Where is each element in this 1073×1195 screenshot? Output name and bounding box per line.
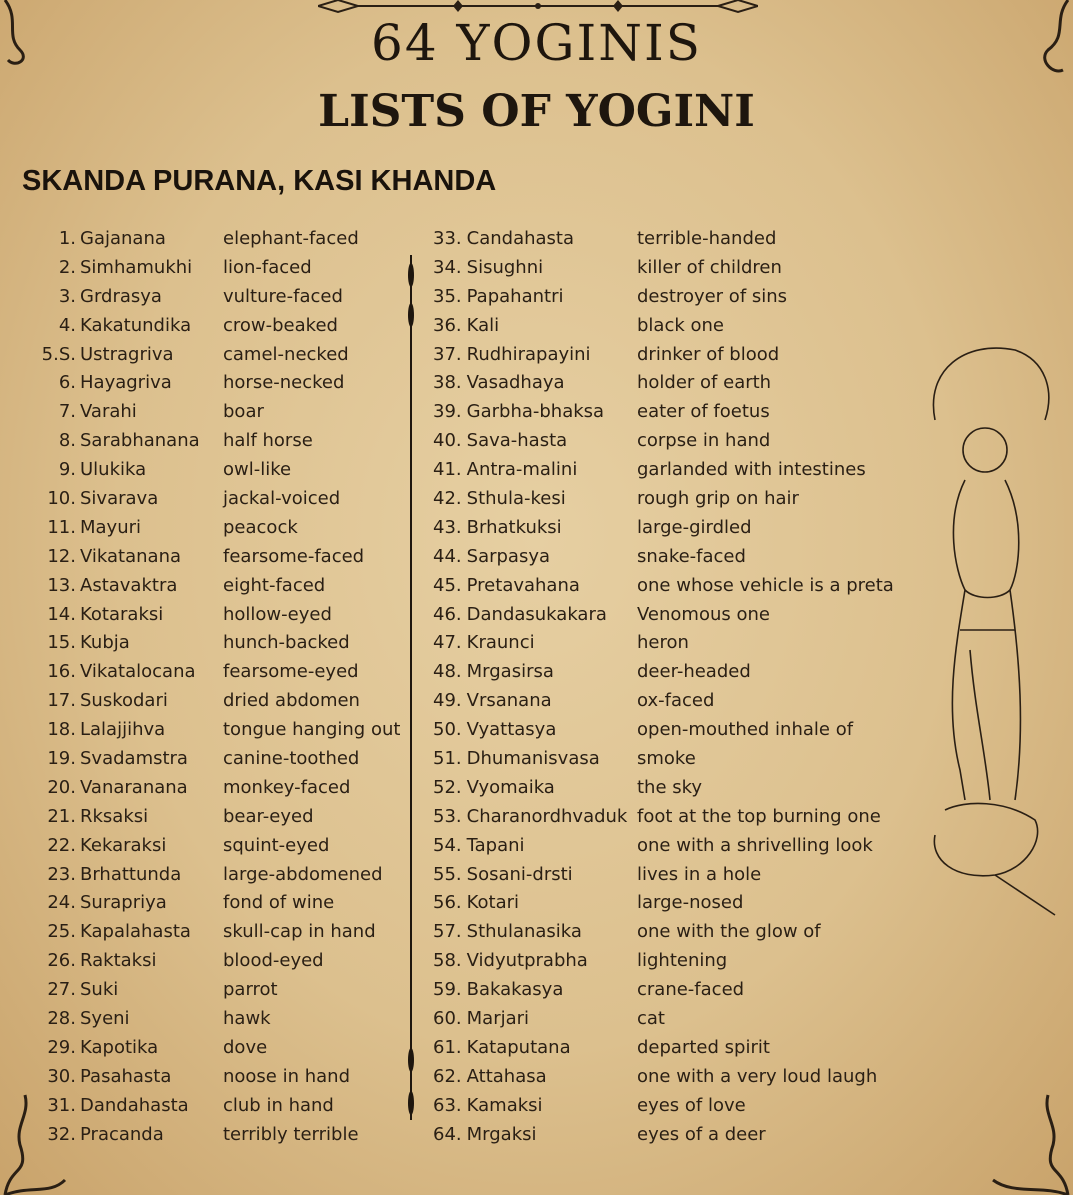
yogini-row: [0, 802, 400, 831]
yogini-row: [0, 628, 400, 657]
yogini-row: [433, 397, 894, 426]
yogini-label: [433, 690, 637, 711]
yogini-description: snake-faced: [637, 545, 746, 567]
yogini-label: [433, 517, 637, 538]
yogini-label: [433, 1095, 637, 1116]
page-subtitle: LISTS OF YOGINI: [318, 86, 755, 137]
yogini-description: large-abdomened: [223, 863, 383, 885]
yogini-row: [433, 715, 894, 744]
yogini-name: Kotari: [466, 892, 520, 914]
yogini-description: large-nosed: [637, 892, 744, 914]
yogini-name: Charanordhvaduk: [466, 805, 628, 827]
yogini-description: ox-faced: [637, 690, 715, 712]
yogini-row: [0, 282, 400, 311]
yogini-number: 47.: [433, 632, 462, 654]
source-heading: SKANDA PURANA, KASI KHANDA: [22, 165, 497, 197]
yogini-row: [433, 513, 894, 542]
yogini-description: black one: [637, 314, 724, 336]
yogini-description: one with a very loud laugh: [637, 1065, 878, 1087]
yogini-number: 41.: [433, 459, 462, 481]
yogini-name: Kubja: [80, 632, 130, 654]
yogini-number: 32.: [47, 1123, 76, 1145]
yogini-number: 60.: [433, 1007, 462, 1029]
yogini-label: [433, 604, 637, 625]
yogini-row: [0, 831, 400, 860]
yogini-row: [0, 311, 400, 340]
yogini-number: 19.: [47, 747, 76, 769]
yogini-name: Kali: [466, 314, 500, 336]
yogini-number: 52.: [433, 776, 462, 798]
yogini-name: Vanaranana: [80, 776, 188, 798]
yogini-name: Brhatkuksi: [466, 516, 562, 538]
yogini-name: Brhattunda: [80, 863, 182, 885]
yogini-name: Garbha-bhaksa: [466, 401, 605, 423]
yogini-name: Mrgaksi: [466, 1123, 537, 1145]
yogini-row: [0, 1004, 400, 1033]
yogini-number: 58.: [433, 950, 462, 972]
yogini-name: Suskodari: [80, 690, 168, 712]
yogini-description: blood-eyed: [223, 950, 324, 972]
yogini-label: [433, 546, 637, 567]
yogini-list-right: [433, 224, 894, 1149]
yogini-description: club in hand: [223, 1094, 334, 1116]
yogini-label: [433, 748, 637, 769]
yogini-row: [0, 946, 400, 975]
yogini-description: peacock: [223, 516, 298, 538]
yogini-name: Tapani: [466, 834, 525, 856]
yogini-label: [433, 661, 637, 682]
yogini-number: 38.: [433, 372, 462, 394]
yogini-row: [433, 686, 894, 715]
yogini-number: 26.: [47, 950, 76, 972]
yogini-number: 45.: [433, 574, 462, 596]
yogini-figure-illustration: [905, 330, 1065, 930]
yogini-description: departed spirit: [637, 1036, 770, 1058]
yogini-row: [433, 657, 894, 686]
yogini-row: [0, 368, 400, 397]
yogini-name: Vikatalocana: [80, 661, 196, 683]
yogini-name: Mrgasirsa: [466, 661, 554, 683]
yogini-description: horse-necked: [223, 372, 345, 394]
yogini-row: [433, 542, 894, 571]
yogini-row: [0, 888, 400, 917]
yogini-number: 14.: [47, 603, 76, 625]
yogini-name: Suki: [80, 979, 119, 1001]
yogini-number: 3.: [58, 285, 76, 307]
yogini-description: noose in hand: [223, 1065, 351, 1087]
yogini-number: 9.: [58, 459, 76, 481]
yogini-number: 13.: [47, 574, 76, 596]
yogini-row: [0, 426, 400, 455]
yogini-number: 35.: [433, 285, 462, 307]
yogini-description: large-girdled: [637, 516, 752, 538]
yogini-description: half horse: [223, 430, 313, 452]
yogini-number: 5.S.: [41, 343, 76, 365]
yogini-number: 10.: [47, 487, 76, 509]
page-title: 64 YOGINIS: [371, 14, 702, 72]
yogini-description: hollow-eyed: [223, 603, 332, 625]
yogini-description: bear-eyed: [223, 805, 314, 827]
yogini-name: Ulukika: [80, 459, 147, 481]
yogini-name: Dandahasta: [80, 1094, 189, 1116]
yogini-number: 8.: [58, 430, 76, 452]
yogini-name: Sosani-drsti: [466, 863, 573, 885]
yogini-description: terrible-handed: [637, 227, 777, 249]
top-ornament-icon: [318, 0, 758, 14]
yogini-description: terribly terrible: [223, 1123, 359, 1145]
yogini-number: 61.: [433, 1036, 462, 1058]
yogini-description: elephant-faced: [223, 227, 359, 249]
yogini-name: Marjari: [466, 1007, 530, 1029]
yogini-name: Varahi: [80, 401, 137, 423]
yogini-label: [433, 892, 637, 913]
yogini-description: hunch-backed: [223, 632, 350, 654]
yogini-number: 51.: [433, 747, 462, 769]
yogini-number: 42.: [433, 487, 462, 509]
yogini-number: 37.: [433, 343, 462, 365]
yogini-label: [433, 921, 637, 942]
yogini-row: [0, 340, 400, 369]
yogini-row: [433, 744, 894, 773]
yogini-description: tongue hanging out: [223, 719, 401, 741]
yogini-name: Sarpasya: [466, 545, 551, 567]
yogini-description: owl-like: [223, 459, 292, 481]
yogini-name: Dhumanisvasa: [466, 747, 600, 769]
yogini-description: one with the glow of: [637, 921, 821, 943]
yogini-description: boar: [223, 401, 264, 423]
yogini-label: [433, 1037, 637, 1058]
yogini-number: 22.: [47, 834, 76, 856]
yogini-row: [433, 340, 894, 369]
yogini-description: one with a shrivelling look: [637, 834, 873, 856]
yogini-name: Syeni: [80, 1007, 130, 1029]
yogini-row: [433, 282, 894, 311]
yogini-description: fond of wine: [223, 892, 335, 914]
yogini-description: eight-faced: [223, 574, 326, 596]
yogini-number: 33.: [433, 227, 462, 249]
yogini-name: Kraunci: [466, 632, 535, 654]
yogini-row: [433, 917, 894, 946]
column-divider: [408, 255, 414, 1120]
yogini-number: 46.: [433, 603, 462, 625]
yogini-number: 64.: [433, 1123, 462, 1145]
yogini-name: Lalajjihva: [80, 719, 166, 741]
yogini-label: [433, 777, 637, 798]
yogini-name: Grdrasya: [80, 285, 162, 307]
yogini-description: holder of earth: [637, 372, 772, 394]
yogini-number: 34.: [433, 256, 462, 278]
yogini-row: [0, 744, 400, 773]
yogini-row: [433, 888, 894, 917]
yogini-row: [433, 571, 894, 600]
yogini-label: [433, 1008, 637, 1029]
yogini-description: Venomous one: [637, 603, 770, 625]
yogini-number: 44.: [433, 545, 462, 567]
yogini-name: Sthulanasika: [466, 921, 582, 943]
yogini-row: [433, 1120, 894, 1149]
yogini-row: [0, 542, 400, 571]
yogini-description: corpse in hand: [637, 430, 771, 452]
yogini-number: 62.: [433, 1065, 462, 1087]
yogini-number: 43.: [433, 516, 462, 538]
yogini-name: Vrsanana: [466, 690, 552, 712]
yogini-number: 25.: [47, 921, 76, 943]
yogini-description: hawk: [223, 1007, 271, 1029]
yogini-row: [433, 946, 894, 975]
yogini-number: 55.: [433, 863, 462, 885]
yogini-label: [433, 719, 637, 740]
yogini-row: [433, 455, 894, 484]
yogini-row: [433, 1062, 894, 1091]
yogini-label: [433, 950, 637, 971]
yogini-label: [433, 806, 637, 827]
yogini-name: Kapotika: [80, 1036, 159, 1058]
yogini-number: 59.: [433, 979, 462, 1001]
yogini-name: Gajanana: [80, 227, 166, 249]
yogini-description: drinker of blood: [637, 343, 780, 365]
yogini-row: [0, 571, 400, 600]
yogini-label: [433, 1066, 637, 1087]
yogini-description: camel-necked: [223, 343, 349, 365]
yogini-description: dove: [223, 1036, 268, 1058]
yogini-name: Pretavahana: [466, 574, 580, 596]
yogini-row: [433, 860, 894, 889]
yogini-row: [0, 253, 400, 282]
corner-ornament-icon: [983, 1085, 1073, 1195]
yogini-number: 15.: [47, 632, 76, 654]
yogini-description: lightening: [637, 950, 728, 972]
yogini-row: [0, 773, 400, 802]
yogini-name: Ustragriva: [80, 343, 174, 365]
yogini-description: canine-toothed: [223, 747, 360, 769]
yogini-number: 48.: [433, 661, 462, 683]
yogini-name: Astavaktra: [80, 574, 178, 596]
corner-ornament-icon: [1013, 0, 1073, 80]
yogini-row: [0, 917, 400, 946]
yogini-row: [0, 975, 400, 1004]
yogini-name: Dandasukakara: [466, 603, 607, 625]
yogini-name: Kakatundika: [80, 314, 192, 336]
corner-ornament-icon: [0, 0, 40, 70]
yogini-label: [433, 1124, 637, 1145]
yogini-name: Sava-hasta: [466, 430, 568, 452]
yogini-number: 18.: [47, 719, 76, 741]
yogini-name: Pasahasta: [80, 1065, 172, 1087]
yogini-name: Vyomaika: [466, 776, 555, 798]
yogini-description: garlanded with intestines: [637, 459, 866, 481]
yogini-number: 21.: [47, 805, 76, 827]
yogini-row: [0, 600, 400, 629]
corner-ornament-icon: [0, 1085, 70, 1195]
yogini-row: [433, 1004, 894, 1033]
yogini-number: 53.: [433, 805, 462, 827]
yogini-name: Sthula-kesi: [466, 487, 566, 509]
yogini-row: [433, 311, 894, 340]
yogini-row: [433, 600, 894, 629]
yogini-number: 4.: [58, 314, 76, 336]
yogini-name: Kapalahasta: [80, 921, 191, 943]
yogini-description: one whose vehicle is a preta: [637, 574, 894, 596]
yogini-number: 28.: [47, 1007, 76, 1029]
yogini-label: [433, 575, 637, 596]
yogini-name: Hayagriva: [80, 372, 172, 394]
yogini-number: 50.: [433, 719, 462, 741]
yogini-description: destroyer of sins: [637, 285, 788, 307]
yogini-label: [433, 228, 637, 249]
yogini-label: [433, 401, 637, 422]
yogini-number: 16.: [47, 661, 76, 683]
yogini-number: 24.: [47, 892, 76, 914]
yogini-number: 11.: [47, 516, 76, 538]
yogini-row: [433, 368, 894, 397]
yogini-number: 2.: [58, 256, 76, 278]
yogini-row: [0, 860, 400, 889]
yogini-name: Simhamukhi: [80, 256, 193, 278]
yogini-number: 1.: [58, 227, 76, 249]
yogini-description: killer of children: [637, 256, 782, 278]
yogini-description: eater of foetus: [637, 401, 770, 423]
yogini-number: 36.: [433, 314, 462, 336]
yogini-number: 7.: [58, 401, 76, 423]
yogini-label: [433, 632, 637, 653]
yogini-name: Vidyutprabha: [466, 950, 588, 972]
yogini-description: foot at the top burning one: [637, 805, 881, 827]
yogini-row: [433, 802, 894, 831]
yogini-row: [433, 1033, 894, 1062]
yogini-number: 54.: [433, 834, 462, 856]
yogini-description: fearsome-faced: [223, 545, 365, 567]
yogini-row: [0, 657, 400, 686]
yogini-row: [433, 426, 894, 455]
yogini-row: [433, 1091, 894, 1120]
yogini-name: Vyattasya: [466, 719, 557, 741]
yogini-number: 31.: [47, 1094, 76, 1116]
yogini-number: 56.: [433, 892, 462, 914]
yogini-row: [433, 484, 894, 513]
yogini-description: jackal-voiced: [223, 487, 341, 509]
yogini-list-left: [0, 224, 400, 1149]
yogini-row: [0, 686, 400, 715]
yogini-label: [433, 488, 637, 509]
yogini-label: [433, 344, 637, 365]
yogini-name: Antra-malini: [466, 459, 578, 481]
yogini-label: [433, 459, 637, 480]
yogini-row: [433, 773, 894, 802]
yogini-name: Vasadhaya: [466, 372, 565, 394]
yogini-name: Pracanda: [80, 1123, 164, 1145]
yogini-name: Bakakasya: [466, 979, 564, 1001]
yogini-description: cat: [637, 1007, 665, 1029]
yogini-label: [433, 372, 637, 393]
yogini-row: [0, 715, 400, 744]
yogini-number: 40.: [433, 430, 462, 452]
yogini-name: Surapriya: [80, 892, 167, 914]
yogini-row: [433, 628, 894, 657]
yogini-description: monkey-faced: [223, 776, 351, 798]
yogini-name: Papahantri: [466, 285, 564, 307]
yogini-description: crow-beaked: [223, 314, 338, 336]
yogini-description: lives in a hole: [637, 863, 762, 885]
yogini-description: fearsome-eyed: [223, 661, 359, 683]
yogini-label: [433, 315, 637, 336]
yogini-label: [433, 864, 637, 885]
yogini-name: Sisughni: [466, 256, 544, 278]
yogini-label: [433, 286, 637, 307]
yogini-name: Kotaraksi: [80, 603, 164, 625]
yogini-description: heron: [637, 632, 689, 654]
yogini-number: 12.: [47, 545, 76, 567]
yogini-row: [0, 1033, 400, 1062]
yogini-number: 29.: [47, 1036, 76, 1058]
yogini-name: Kamaksi: [466, 1094, 543, 1116]
yogini-name: Vikatanana: [80, 545, 182, 567]
yogini-row: [433, 253, 894, 282]
yogini-name: Attahasa: [466, 1065, 547, 1087]
yogini-number: 30.: [47, 1065, 76, 1087]
yogini-description: smoke: [637, 747, 696, 769]
yogini-row: [433, 831, 894, 860]
yogini-description: rough grip on hair: [637, 487, 799, 509]
yogini-description: dried abdomen: [223, 690, 360, 712]
yogini-row: [433, 975, 894, 1004]
yogini-name: Rudhirapayini: [466, 343, 591, 365]
yogini-description: open-mouthed inhale of: [637, 719, 854, 741]
yogini-number: 49.: [433, 690, 462, 712]
yogini-name: Mayuri: [80, 516, 142, 538]
yogini-number: 57.: [433, 921, 462, 943]
yogini-name: Candahasta: [466, 227, 575, 249]
yogini-number: 39.: [433, 401, 462, 423]
yogini-number: 63.: [433, 1094, 462, 1116]
yogini-row: [433, 224, 894, 253]
yogini-description: skull-cap in hand: [223, 921, 376, 943]
yogini-description: deer-headed: [637, 661, 751, 683]
yogini-description: eyes of love: [637, 1094, 746, 1116]
yogini-label: [433, 979, 637, 1000]
yogini-number: 6.: [58, 372, 76, 394]
yogini-description: parrot: [223, 979, 278, 1001]
yogini-number: 27.: [47, 979, 76, 1001]
yogini-label: [433, 430, 637, 451]
yogini-row: [0, 484, 400, 513]
yogini-name: Rksaksi: [80, 805, 149, 827]
yogini-label: [433, 835, 637, 856]
yogini-description: crane-faced: [637, 979, 745, 1001]
yogini-name: Kekaraksi: [80, 834, 167, 856]
yogini-description: lion-faced: [223, 256, 312, 278]
yogini-name: Kataputana: [466, 1036, 571, 1058]
yogini-name: Raktaksi: [80, 950, 157, 972]
yogini-number: 23.: [47, 863, 76, 885]
yogini-number: 17.: [47, 690, 76, 712]
yogini-description: squint-eyed: [223, 834, 330, 856]
yogini-label: [433, 257, 637, 278]
yogini-row: [0, 224, 400, 253]
yogini-name: Sivarava: [80, 487, 159, 509]
yogini-description: eyes of a deer: [637, 1123, 766, 1145]
yogini-name: Sarabhanana: [80, 430, 200, 452]
yogini-name: Svadamstra: [80, 747, 188, 769]
yogini-description: vulture-faced: [223, 285, 343, 307]
yogini-row: [0, 455, 400, 484]
yogini-row: [0, 397, 400, 426]
yogini-row: [0, 513, 400, 542]
yogini-number: 20.: [47, 776, 76, 798]
yogini-description: the sky: [637, 776, 703, 798]
